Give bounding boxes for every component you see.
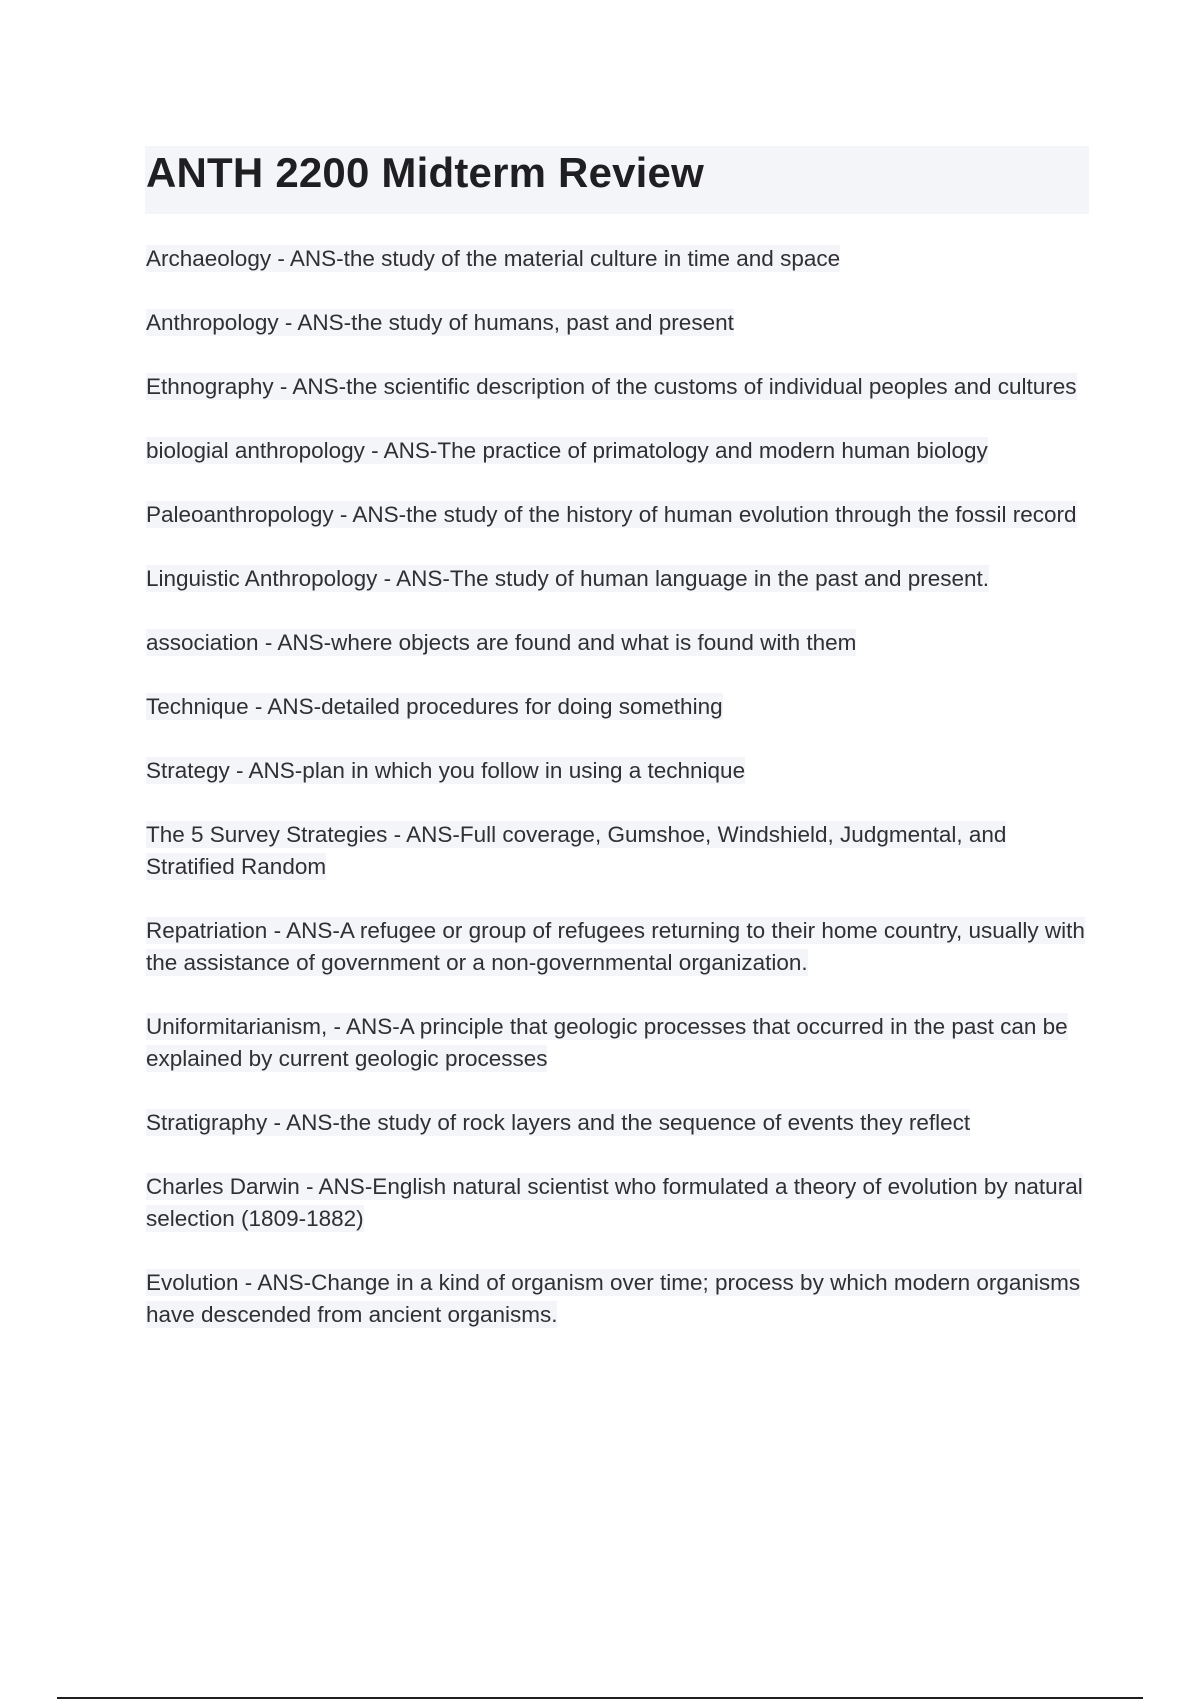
term-entry <box>146 243 1086 275</box>
term-text: Evolution - ANS-Change in a kind of organism over time; process by which modern organisms have descended from ancient organisms. <box>146 1270 1081 1327</box>
term-text: Archaeology - ANS-the study of the material culture in time and space <box>146 246 841 271</box>
term-entry <box>146 691 1086 723</box>
term-text: Uniformitarianism, - ANS-A principle that geologic processes that occurred in the past can be explained by current geologic processes <box>146 1014 1068 1071</box>
term-text: Technique - ANS-detailed procedures for doing something <box>146 694 723 719</box>
term-text: Linguistic Anthropology - ANS-The study of human language in the past and present. <box>146 566 990 591</box>
term-entry <box>146 1267 1086 1331</box>
term-entry <box>146 499 1086 531</box>
term-list <box>146 243 1086 1363</box>
term-entry <box>146 371 1086 403</box>
term-text: The 5 Survey Strategies - ANS-Full coverage, Gumshoe, Windshield, Judgmental, and Stratified Random <box>146 822 1007 879</box>
term-text: association - ANS-where objects are found and what is found with them <box>146 630 857 655</box>
term-entry <box>146 563 1086 595</box>
page-title: ANTH 2200 Midterm Review <box>146 149 704 196</box>
term-entry <box>146 755 1086 787</box>
term-entry <box>146 1107 1086 1139</box>
term-text: Paleoanthropology - ANS-the study of the history of human evolution through the fossil record <box>146 502 1077 527</box>
term-text: Repatriation - ANS-A refugee or group of refugees returning to their home country, usually with the assistance of government or a non-governmental organization. <box>146 918 1085 975</box>
term-text: Stratigraphy - ANS-the study of rock layers and the sequence of events they reflect <box>146 1110 971 1135</box>
term-entry <box>146 915 1086 979</box>
term-entry <box>146 819 1086 883</box>
term-text: Charles Darwin - ANS-English natural scientist who formulated a theory of evolution by natural selection (1809-1882) <box>146 1174 1083 1231</box>
footer-divider <box>57 1697 1143 1699</box>
term-entry <box>146 435 1086 467</box>
term-entry <box>146 307 1086 339</box>
term-text: Strategy - ANS-plan in which you follow in using a technique <box>146 758 746 783</box>
term-text: Ethnography - ANS-the scientific description of the customs of individual peoples and cultures <box>146 374 1077 399</box>
term-entry <box>146 1011 1086 1075</box>
term-text: biologial anthropology - ANS-The practice of primatology and modern human biology <box>146 438 988 463</box>
term-entry <box>146 627 1086 659</box>
term-text: Anthropology - ANS-the study of humans, past and present <box>146 310 734 335</box>
term-entry <box>146 1171 1086 1235</box>
